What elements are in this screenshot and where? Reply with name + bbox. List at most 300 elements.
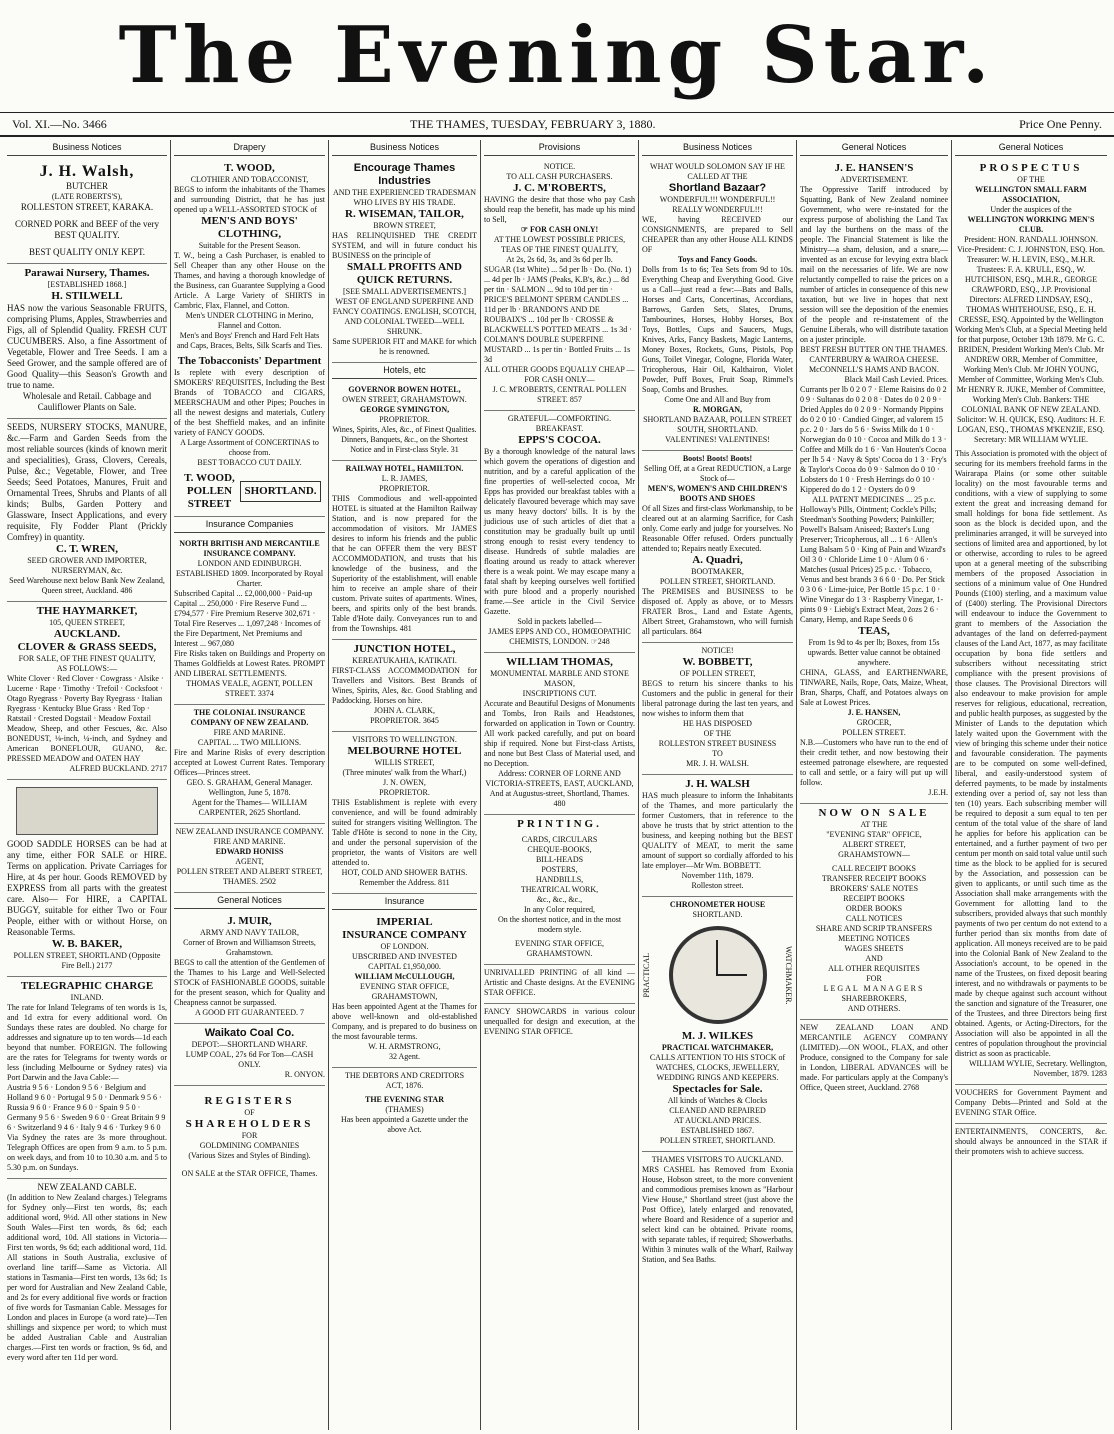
ad-body: Wines, Spirits, Ales, &c., of Finest Qualities. xyxy=(332,425,477,434)
ad-city: SHORTLAND. xyxy=(240,481,320,502)
ad-subtitle: CLOTHIER AND TOBACCONIST, xyxy=(190,175,309,184)
ad-title: NOTICE. xyxy=(543,162,576,171)
ad-item: SHARE AND SCRIP TRANSFERS xyxy=(815,924,933,933)
ad-body: WE, having RECEIVED our CONSIGNMENTS, are prepared to Sell CHEAPER than any other House ALL KINDS OF xyxy=(642,215,793,254)
ad-text: CARDS, CIRCULARS xyxy=(521,835,598,844)
ad-heading: CLOVER & GRASS SEEDS, xyxy=(17,641,157,653)
ad-text: PRACTICAL xyxy=(642,952,651,998)
ad-address: POLLEN STREET AND ALBERT STREET, THAMES. 2502 xyxy=(176,867,323,886)
ad-subtitle: PRACTICAL WATCHMAKER, xyxy=(661,1043,774,1052)
ad-address: POLLEN STREET, SHORTLAND. xyxy=(659,1136,776,1145)
ad-signature: W. H. ARMSTRONG, xyxy=(368,1042,441,1051)
ad-body: The Oppressive Tariff introduced by Squatting, Bank of New Zealand nominee Government, who were re-instated for the express purpose of abolishing the Land Tax and lay the burthens on the mass of the people. The Financial Statement is like the Ministry—a sham, delusion, and a snare,—invented as an excuse for levying extra black mail on the necessaries of life. We are now reluctantly compelled to raise the prices on a number of articles in consequence of this new taxation, but we live in hopes that next session will see the deposition of the enemies of the people and re-instatement of the Genuine Liberals, who will distribute taxation on a juster principle. xyxy=(800,185,948,344)
ad-text: ESTABLISHED 1867. xyxy=(680,1126,755,1135)
ad-text: ON SALE at the STAR OFFICE, Thames. xyxy=(181,1169,318,1178)
ad-name: C. T. WREN, xyxy=(55,543,119,555)
column-2 xyxy=(171,140,329,1430)
ad-text: "EVENING STAR" OFFICE, xyxy=(826,830,922,839)
ad-text: MR. J. H. WALSH. xyxy=(686,759,749,768)
ad-bobbett xyxy=(642,643,793,775)
ad-body: This Association is promoted with the object of securing for its members freehold farms in the Wairarapa Plains (or some other suitable locality) on the most favourable terms and conditions, with a view of supplying to some extent the great and increasing demand for small holdings for bona fide settlement. As soon as the block is decided upon, and the preliminaries arranged, it will be surveyed into sections of limited area and apportioned, by lot or otherwise, according to rules to be agreed upon at a general meeting of the subscribing members of the proposed Association in sections of a minimum value of One Hundred Pounds (£100) sterling, and a maximum value of (£400) sterling. The Provisional Directors will endeavour to induce the Government to grant to members of the Association the advantages of the land on deferred-payment clauses of the Land Act, 1877, as may facilitate occupation by bona fide settlers and subscribers without necessitating strict compliance with the present provisions of those clauses. The Provisional Directors will also endeavour to make provision for ample reserves for religious, educational, recreation, and public health purposes, as suggested by the Minister of Lands to the deputation which lately waited upon the Government with the view of bringing this scheme under their notice and favourable consideration. The payments are to be computed on some well-defined, liberal, and easily-understood system of deferred payments, to be made by instalments extending over a period of, say not less than ten (10) years. Each subscribing member will be required to deposit a sum equal to ten per centum of the total value of the share of land he applies for before his application can be entertained, and a further payment of two per centum per month on said total value until such time as the block to be applied for is secured by the Association, and possession can be given to applicants, or until such time as the Association shall make arrangements with the Government for allotting land to the subscribers, provided always that such monthly payments of two per centum do not extend to a further period than six months from date of application. All moneys received are to be paid into the Colonial Bank of New Zealand to the Association's account, to be opened in the name of the Trustees, on fixed deposit bearing interest, and no withdrawals or payments to be made by cheque against such account without the sanction and signature of the Treasurer, one of the Trustees, and three Directors being first obtained. Agents, or Acting-Directors, for the Association will also be appointed in all the centres of population throughout the provincial district as soon as practicable. xyxy=(955,449,1107,1058)
ad-quadri xyxy=(642,451,793,643)
ad-title: NEW ZEALAND CABLE. xyxy=(37,1182,137,1192)
ad-item: TRANSFER RECEIPT BOOKS xyxy=(821,874,927,883)
ad-text: HANDBILLS, xyxy=(535,875,584,884)
ad-name: J. MUIR, xyxy=(227,915,272,927)
ad-subtitle: WHO LIVES BY HIS TRADE. xyxy=(353,198,456,207)
ad-body: UNRIVALLED PRINTING of all kind —Artistic and Chaste designs. At the EVENING STAR OFFICE. xyxy=(484,968,635,997)
ad-subtitle: AND THE EXPERIENCED TRADESMAN xyxy=(332,188,477,197)
ad-body: Fire and Marine Risks of every description accepted at Lowest Current Rates. Temporary Offices—Princes street. xyxy=(174,748,325,777)
ad-text: BEST FRESH BUTTER ON THE THAMES. CANTERBURY & WAIROA CHEESE. McCONNELL'S HAMS AND BACON. xyxy=(800,345,948,374)
ad-hansen xyxy=(800,159,948,804)
ad-text: TEAS OF THE FINEST QUALITY, xyxy=(500,245,619,254)
ad-name: GEORGE SYMINGTON, xyxy=(359,405,450,414)
rate-table: Austria 9 5 6 · London 9 5 6 · Belgium and Holland 9 6 0 · Portugal 9 5 0 · Denmark 9 5 6 · Russia 9 6 0 · France 9 6 0 · Spain 9 5 0 · Germany 9 5 6 · Sweden 9 6 0 · Great Britain 9 9 6 · Switzerland 9 4 6 · Italy 9 4 6 · Turkey 9 6 0 xyxy=(7,1083,166,1132)
ad-stilwell xyxy=(7,264,167,419)
ad-wren xyxy=(7,419,167,602)
ad-subtitle: MONUMENTAL MARBLE AND STONE MASON, xyxy=(490,669,629,688)
ad-heading: Spectacles for Sale. xyxy=(672,1083,763,1095)
ad-signature: J.E.H. xyxy=(928,788,948,797)
ad-subtitle: GRATEFUL—COMFORTING. xyxy=(507,414,612,423)
ad-subtitle: SHORTLAND. xyxy=(692,910,743,919)
ad-text: PROPRIETOR. xyxy=(379,788,430,797)
ad-subtitle: FIRE AND MARINE. xyxy=(213,837,286,846)
ad-nz-loan xyxy=(800,1020,948,1098)
ad-address: Address: CORNER OF LORNE AND VICTORIA-STREETS, EAST, AUCKLAND, And at Augustus-street, Shortland, Thames. 480 xyxy=(485,769,634,808)
ad-address: POLLEN STREET, SHORTLAND. xyxy=(659,577,776,586)
ad-text: Sold in packets labelled— xyxy=(517,617,602,626)
ad-vouchers xyxy=(955,1085,1107,1124)
ad-item: CALL NOTICES xyxy=(845,914,903,923)
ad-body: Selling Off, at a Great REDUCTION, a Large Stock of— xyxy=(644,464,791,483)
ad-text: AS FOLLOWS:— xyxy=(56,664,118,673)
ad-wilkes xyxy=(642,897,793,1152)
ad-prospectus xyxy=(955,159,1107,1085)
ad-trade: BUTCHER xyxy=(65,181,108,191)
section-heading: General Notices xyxy=(955,140,1107,156)
ad-text: Men's UNDER CLOTHING in Merino, Flannel and Cotton. xyxy=(185,311,314,330)
ad-body: LUMP COAL, 27s 6d For Ton—CASH ONLY. xyxy=(185,1050,314,1069)
ad-text: Men's and Boys' French and Hard Felt Hats and Caps, Braces, Belts, Silk Scarfs and Ties. xyxy=(176,331,323,350)
ad-text: MEN'S, WOMEN'S AND CHILDREN'S BOOTS AND SHOES xyxy=(647,484,788,503)
ad-imperial-insurance xyxy=(332,913,477,1068)
ad-waikato-coal xyxy=(174,1024,325,1086)
ad-address: Corner of Brown and Williamson Streets, Grahamstown. xyxy=(183,938,316,957)
ad-address: Seed Warehouse next below Bank New Zealand, Queen street, Auckland. 486 xyxy=(9,576,165,595)
ad-wood xyxy=(174,159,325,517)
ad-colonial-insurance xyxy=(174,705,325,824)
ad-text: Via Sydney the rates are 3s more throughout. Telegraph Offices are open from 9 a.m. to 5 p.m. on week days, and from 10 to 10.30 a.m. and 5 to 5.30 p.m. on Sundays. xyxy=(7,1133,167,1172)
ad-melbourne-hotel xyxy=(332,732,477,894)
ad-item: SHAREBROKERS, xyxy=(841,994,907,1003)
ad-text: PROPRIETOR. xyxy=(379,415,430,424)
ad-title: THE HAYMARKET, xyxy=(36,605,138,617)
ad-text: POSTERS, xyxy=(541,865,578,874)
ad-address: POLLEN STREET. xyxy=(842,728,906,737)
ad-text: OF THE xyxy=(703,729,732,738)
carriage-illustration xyxy=(16,787,158,835)
ad-subtitle: WHAT WOULD SOLOMON SAY IF HE CALLED AT THE xyxy=(650,162,785,181)
ad-body: The rate for Inland Telegrams of ten words is 1s, and 1d extra for every additional word. On Sundays these rates are doubled. No charge for addresses and signature up to ten words—1d each beyond that number. FOREIGN. The following are the rates for Telegrams for twenty words or less (including Melbourne or Sydney rates) via Port Darwin and the Java Cable:— xyxy=(7,1003,167,1082)
ad-text: 32 Agent. xyxy=(388,1052,421,1061)
ad-body: SEEDS, NURSERY STOCKS, MANURE, &c.—Farm and Garden Seeds from the most reliable sources (kinds of known merit and specialities), Grass, Clovers, Cereals, Pulse, &c.; Vegetable, Flower, and Tree Seeds; Seed Potatoes, Manures, Fruit and Ornamental Trees, Shrubs and Plants of all kinds; Bulbs, Garden Pottery and Glassware, Insect Applications, and every requisite, Fly Fodder Plant (Prickly Comfrey) in quantity. xyxy=(7,422,167,542)
ad-title: CHRONOMETER HOUSE xyxy=(669,900,766,909)
column-3 xyxy=(329,140,481,1430)
ad-body: Meadow, Sheep, and other Fescues, &c. Also BONEDUST, ⅛-inch, ¼-inch, and Sydney and American BONEFLOUR, GUANO, &c. PRESSED MEADOW and OATEN HAY xyxy=(7,724,167,763)
ad-text: WATCHMAKER. xyxy=(784,945,793,1005)
ad-title: JUNCTION HOTEL, xyxy=(353,643,456,655)
ad-text: (Three minutes' walk from the Wharf,) xyxy=(342,768,467,777)
ad-entertainments xyxy=(955,1124,1107,1162)
ad-text: Come One and All and Buy from xyxy=(664,395,771,404)
ad-registers xyxy=(174,1086,325,1184)
ad-baker xyxy=(7,780,167,977)
ad-name: J. H. WALSH xyxy=(685,778,750,790)
ad-address: WILLIS STREET, xyxy=(374,758,435,767)
ad-item: LEGAL MANAGERS xyxy=(823,984,925,993)
ad-shortland-bazaar xyxy=(642,159,793,451)
ad-text: Suitable for the Present Season. xyxy=(198,241,301,250)
ad-heading: MEN'S AND BOYS' CLOTHING, xyxy=(201,215,298,240)
ad-text: VALENTINES! VALENTINES! xyxy=(665,435,770,444)
ad-note: (LATE ROBERTS'S), xyxy=(51,192,123,201)
ad-title: NEW ZEALAND INSURANCE COMPANY. xyxy=(175,827,324,836)
ad-signature: JAMES EPPS AND CO., HOMŒOPATHIC CHEMISTS, LONDON. ☞248 xyxy=(488,627,631,646)
ad-name: W. B. BAKER, xyxy=(51,938,123,950)
ad-title: THE COLONIAL INSURANCE COMPANY OF NEW ZEALAND. xyxy=(190,708,309,727)
ad-body: FANCY SHOWCARDS in various colour unequalled for design and execution, at the EVENING STAR OFFICE. xyxy=(484,1007,635,1036)
ad-subtitle: VISITORS TO WELLINGTON. xyxy=(352,735,457,744)
ad-address: GRAHAMSTOWN, xyxy=(371,992,438,1001)
dateline xyxy=(0,112,1114,137)
ad-now-on-sale xyxy=(800,804,948,1020)
ad-title: REGISTERS xyxy=(204,1095,295,1107)
ad-address: 105, QUEEN STREET, xyxy=(49,618,125,627)
ad-text: GOLDMINING COMPANIES xyxy=(199,1141,300,1150)
ad-title: NOTICE! xyxy=(701,646,734,655)
ad-title: GOVERNOR BOWEN HOTEL, xyxy=(348,385,461,394)
ad-address: KEREATUKAHIA, KATIKATI. xyxy=(352,656,457,665)
ad-body: The PREMISES and BUSINESS to be disposed of. Apply as above, or to Messrs FRATER Bros., Land and Estate Agents, Albert Street, Grahamstown, who will furnish all particulars. 864 xyxy=(642,587,793,636)
ad-wiseman xyxy=(332,159,477,363)
ad-text: BEST QUALITY ONLY KEPT. xyxy=(28,247,146,257)
price-table: Currants per lb 0 2 0 7 · Eleme Raisins do 0 2 0 9 · Sultanas do 0 2 0 8 · Dates do 0 2 0 9 · Dried Apples do 0 2 0 9 · Normandy Pippins do 0 2 0 10 · Candied Ginger, ad valorem 15 p.c. 2 0 · Jars do 5 6 · Swiss Milk do 1 0 · Norwegian do 0 10 · Cocoa and Milk do 1 3 · Coffee and Milk do 1 6 · Van Houten's Cocoa per lb 5 4 · Navy & Spts' Cocoa do 1 3 · Fry's & Taylor's Cocoa do 0 9 · Salmon do 0 10 · Lobsters do 1 0 · Fresh Herrings do 0 10 · Kippered do do 1 2 · Oysters do 0 9 xyxy=(800,385,947,494)
ad-subtitle: BREAKFAST. xyxy=(535,424,584,433)
ad-address: ROLLESTON STREET, KARAKA. xyxy=(20,202,154,212)
ad-body: BEGS to inform the inhabitants of the Thames and surrounding District, that he has just opened up a WELL-ASSORTED STOCK of xyxy=(174,185,325,214)
ad-name: J. E. HANSEN, xyxy=(847,708,901,717)
ad-body: CHINA, GLASS, and EARTHENWARE, TINWARE, Nails, Rope, Oats, Maize, Wheat, Bran, Sharps, Chaff, and Potatoes always on Sale at Lowest Prices. xyxy=(800,668,948,707)
ad-text: HE HAS DISPOSED xyxy=(683,719,752,728)
ad-nz-insurance xyxy=(174,824,325,893)
ad-item: ORDER BOOKS xyxy=(845,904,903,913)
ad-body: Dolls from 1s to 6s; Tea Sets from 9d to 10s. Everything Cheap and Everything Good. Give us a Call—just read a few:—Bats and Balls, Horses and Carts, Concertinas, Accordians, Barrows, Garden Sets, Slates, Drums, Tambourines, Horses, Hobby Horses, Box Toys, Bottles, Cups and Saucers, Mugs, Knives, Arks, Fancy Baskets, Magic Lanterns, Money Boxes, Rockets, Guns, Pistols, Pop Guns, Toilet Vinegar, Cologne, Florida Water, Tricopherous, Hair Oil, Kalthairon, Violet Powder, Puff Boxes, Fruit Soap, Rimmel's Soap, Combs and Brushes. xyxy=(642,265,793,394)
ad-body: NEW ZEALAND LOAN AND MERCANTILE AGENCY COMPANY (LIMITED).—ON WOOL, FLAX, and other Produce, consigned to the Company for sale in London, LIBERAL ADVANCES will be made. For particulars apply at the Company's Office, Queen street, Auckland. 2768 xyxy=(800,1023,948,1092)
ad-governor-bowen xyxy=(332,382,477,461)
ad-text: THEATRICAL WORK, xyxy=(520,885,599,894)
ad-title: EPPS'S COCOA. xyxy=(518,434,601,446)
ad-text: FOR xyxy=(866,974,882,983)
ad-body: CALLS ATTENTION TO HIS STOCK of WATCHES, CLOCKS, JEWELLERY, WEDDING RINGS AND KEEPERS. xyxy=(649,1053,786,1082)
ad-body: T. W., being a Cash Purchaser, is enabled to Sell Cheaper than any other House on the Thames, and having a thorough knowledge of the Business, can Guarantee Supplying a Good Article. A Large Variety of SHIRTS in Cambric, Flax, Flannel, and Cotton. xyxy=(174,251,325,310)
ad-body: From 1s 9d to 4s per lb; Boxes, from 15s upwards. Better value cannot be obtained anywhere. xyxy=(807,638,941,667)
ad-text: In any Color required, xyxy=(523,905,596,914)
ad-text: Dinners, Banquets, &c., on the Shortest Notice and in First-class Style. 31 xyxy=(341,435,468,454)
ad-text: A GOOD FIT GUARANTEED. 7 xyxy=(195,1008,304,1017)
ad-text: &c., &c., &c., xyxy=(536,895,583,904)
ad-text: CORNED PORK and BEEF of the very BEST QUALITY. xyxy=(15,219,159,240)
ad-title: THE DEBTORS AND CREDITORS xyxy=(344,1071,465,1080)
price-list: SUGAR (1st White) ... 5d per lb · Do. (No. 1) ... 4d per lb · JAMS (Peaks, K.B's, &c.) ... 8d per tin · SALMON ... 9d to 10d per tin · PRICE'S BELMONT SPERM CANDLES ... 11d per lb · BRANDON'S AND DE ROUBAIX'S ... 10d per lb · CROSSE & BLACKWELL'S POTTED MEATS ... 1s 3d · COLMAN'S DOUBLE SUPERFINE MUSTARD ... 1s per tin · Bottled Fruits ... 1s 3d xyxy=(484,265,632,364)
ad-text: CAPITAL ... TWO MILLIONS. xyxy=(197,738,302,747)
ad-body: Accurate and Beautiful Designs of Monuments and Tombs, Iron Rails and Headstones, forwarded on application in Town or Country. All work packed carefully, and put on board ship if required. None but First-class Artists, and none but Best Class of Material used, and no Deception. xyxy=(484,699,635,768)
newspaper-title: The Evening Star. xyxy=(118,10,996,101)
ad-name: EDWARD HONISS xyxy=(215,847,284,856)
ad-text: GROCER, xyxy=(856,718,892,727)
ad-title: RAILWAY HOTEL, HAMILTON. xyxy=(345,464,464,473)
ad-william-thomas xyxy=(484,653,635,815)
capital-figures: Subscribed Capital ... £2,000,000 · Paid-up Capital ... 250,000 · Fire Reserve Fund ... £794,577 · Fire Premium Reserve 302,671 · Total Fire Reserves ... 1,097,248 · Incomes of the Fire Department, Net Premiums and Interest ... 967,080 xyxy=(174,589,321,648)
ad-title: Parawai Nursery, Thames. xyxy=(24,267,150,279)
ad-subtitle: ACT, 1876. xyxy=(385,1081,424,1090)
ad-item: RECEIPT BOOKS xyxy=(843,894,905,903)
ad-item: WAGES SHEETS xyxy=(844,944,904,953)
ad-text: WEST OF ENGLAND SUPERFINE AND FANCY COATINGS. ENGLISH, SCOTCH, AND COLONIAL TWEED—WELL SHRUNK. xyxy=(332,297,477,336)
ad-text: OF xyxy=(244,1108,255,1117)
ad-subtitle: ADVERTISEMENT. xyxy=(839,175,909,184)
ad-title: PROSPECTUS xyxy=(979,162,1083,174)
ad-item: CALL RECEIPT BOOKS xyxy=(831,864,916,873)
ad-body: N.B.—Customers who have run to the end of their credit tether, and now bestowing their esteemed patronage elsewhere, are requested to call and settle, or a fairy will put up will follow. xyxy=(800,738,948,787)
ad-title: IMPERIAL xyxy=(376,916,433,928)
ad-title: PRINTING. xyxy=(517,818,602,830)
ad-name: T. WOOD, xyxy=(224,162,275,174)
ad-body: Of all Sizes and first-class Workmanship, to be cleared out at an alarming Sacrifice, for Cash only. Come early and judge for yourselves. No Reasonable Offer refused. Orders punctually attended to; Repairs neatly Executed. xyxy=(642,504,793,553)
ad-heading: The Tobacconists' Department xyxy=(177,355,322,367)
ad-text: PROPRIETOR. xyxy=(379,484,430,493)
section-heading: Insurance xyxy=(332,894,477,910)
ad-text: AT THE xyxy=(860,820,888,829)
ad-address: POLLEN STREET, SHORTLAND (Opposite Fire Bell.) 2177 xyxy=(13,951,161,970)
ad-name: R. MORGAN, xyxy=(692,405,743,414)
ad-text: Under the auspices of the xyxy=(990,205,1072,214)
ad-text: All kinds of Watches & Clocks xyxy=(667,1096,768,1105)
ad-address: OF POLLEN STREET, xyxy=(679,669,756,678)
ad-text: ALL OTHER GOODS EQUALLY CHEAP —FOR CASH ONLY— xyxy=(484,365,635,384)
ad-body: FIRST-CLASS ACCOMMODATION for Travellers and Visitors. Best Brands of Wines, Spirits, Ales, &c. Good Stabling and Paddocking. Horses on hire. xyxy=(332,666,477,705)
ad-address: GRAHAMSTOWN— xyxy=(838,850,910,859)
ad-signature: WILLIAM WYLIE, Secretary. Wellington, November, 1879. 1283 xyxy=(968,1059,1107,1078)
ad-text: AND xyxy=(865,954,883,963)
ad-body: Fire Risks taken on Buildings and Property on Thames Goldfields at Lowest Rates. PROMPT AND LIBERAL SETTLEMENTS. xyxy=(174,649,325,678)
volume-number: Vol. XI.—No. 3466 xyxy=(12,117,107,131)
ad-north-british xyxy=(174,536,325,705)
section-heading: Business Notices xyxy=(332,140,477,156)
ad-title: Encourage Thames Industries xyxy=(353,162,456,187)
ad-text: ROLLESTON STREET BUSINESS xyxy=(658,739,777,748)
ad-body: ENTERTAINMENTS, CONCERTS, &c. should always be announced in the STAR if their promoters wish to achieve success. xyxy=(955,1127,1107,1156)
ad-text: Wholesale and Retail. Cabbage and Cauliflower Plants on Sale. xyxy=(22,391,152,412)
ad-printing xyxy=(484,815,635,965)
ad-name: L. R. JAMES, xyxy=(381,474,428,483)
ad-name: J. H. Walsh, xyxy=(39,163,135,180)
ad-cable xyxy=(7,1179,167,1368)
ad-text: PROPRIETOR. 3645 xyxy=(370,716,439,725)
ad-text: INSCRIPTIONS CUT. xyxy=(522,689,597,698)
ad-text: (Various Sizes and Styles of Binding). xyxy=(188,1151,311,1160)
ad-text: AT THE LOWEST POSSIBLE PRICES, xyxy=(493,235,626,244)
ad-body: HAS much pleasure to inform the Inhabitants of the Thames, and more particularly the former Customers, that in reference to the above he trusts that by strict attention to the business, and keeping nothing but the BEST QUALITY of MEAT, to merit the same amount of support so cordially afforded to his late employer—Mr Wm. BOBBETT. xyxy=(642,791,793,870)
ad-title: TELEGRAPHIC CHARGE xyxy=(20,980,154,992)
ad-subtitle: TO ALL CASH PURCHASERS. xyxy=(506,172,613,181)
ad-name: WELLINGTON SMALL FARM ASSOCIATION, xyxy=(975,185,1087,204)
ad-name: M. J. WILKES xyxy=(681,1030,754,1042)
ad-title: WILLIAM THOMAS, xyxy=(506,656,613,668)
ad-address: SHORTLAND BAZAAR, POLLEN STREET SOUTH, SHORTLAND. xyxy=(643,415,792,434)
ad-body: Is replete with every description of SMOKERS' REQUISITES, Including the Best Brands of TOBACCO and CIGARS, MEERSCHAUM and other Pipes; Pouches in all the newest designs and materials, Cutlery of the best Sheffield makes, and an infinite variety of FANCY GOODS. xyxy=(174,368,325,437)
ad-title: Waikato Coal Co. xyxy=(204,1027,295,1039)
ad-title: MELBOURNE HOTEL xyxy=(347,745,462,757)
ad-text: TO xyxy=(712,749,723,758)
ad-body: (In addition to New Zealand charges.) Telegrams for Sydney only—First ten words, 8s; each additional word, 9½d. All other stations in New South Wales—First ten words, 8s 6d; each additional word, 10d. All stations in Victoria—First ten words, 9s 6d; each additional word, 11d. All stations in South Australia, exclusive of overland line tariff—Same as Victoria. All stations in Tasmania—First ten words, 13s 6d; 1s per word for Australian and New Zealand Cable, and 2s for every additional five words or fraction of five words for Tasmanian Cable. Messages for London and places in Europe (a word rate)—Ten shillings and sixpence per word; to which must be added Australian Cable and Australian charges.—First ten words or fraction, 9s 6d, and every word after ten 11d per word. xyxy=(7,1193,167,1362)
ad-note: [SEE SMALL ADVERTISEMENTS.] xyxy=(343,287,466,296)
ad-debtors-act xyxy=(332,1068,477,1140)
ad-junction-hotel xyxy=(332,640,477,732)
ad-heading: SMALL PROFITS AND QUICK RETURNS. xyxy=(347,261,462,286)
ad-name: J. E. HANSEN'S xyxy=(834,162,914,174)
section-heading: Insurance Companies xyxy=(174,517,325,533)
ad-address: OWEN STREET, GRAHAMSTOWN. xyxy=(342,395,467,404)
ad-address: EVENING STAR OFFICE, xyxy=(360,982,449,991)
column-5 xyxy=(639,140,797,1430)
ad-text: AGENT, xyxy=(235,857,264,866)
masthead xyxy=(0,0,1114,112)
issue-date: THE THAMES, TUESDAY, FEBRUARY 3, 1880. xyxy=(410,117,656,131)
ad-text: CHEQUE-BOOKS, xyxy=(527,845,592,854)
ad-text: modern style. xyxy=(537,925,582,934)
ad-text: WONDERFUL!!! WONDERFUL!! xyxy=(659,195,776,204)
ad-name: J. C. M'ROBERTS, xyxy=(513,182,606,194)
ad-text: FOR SALE, OF THE FINEST QUALITY, xyxy=(18,654,156,663)
ad-signature: ALFRED BUCKLAND. 2717 xyxy=(69,764,167,773)
ad-name: JOHN A. CLARK, xyxy=(374,706,435,715)
ad-subtitle: FIRE AND MARINE. xyxy=(213,728,286,737)
ad-unrivalled-printing xyxy=(484,965,635,1004)
ad-text: Agent for the Thames— WILLIAM CARPENTER, 2625 Shortland. xyxy=(191,798,308,817)
ad-telegraph xyxy=(7,977,167,1179)
ad-haymarket xyxy=(7,602,167,780)
ad-name: R. WISEMAN, TAILOR, xyxy=(345,208,464,220)
column-4 xyxy=(481,140,639,1430)
ad-name: W. BOBBETT, xyxy=(682,656,753,668)
ad-text: UBSCRIBED AND INVESTED xyxy=(352,952,457,961)
ad-note: ESTABLISHED 1809. Incorporated by Royal Charter. xyxy=(175,569,324,588)
column-7 xyxy=(952,140,1110,1430)
ad-text: A Large Assortment of CONCERTINAS to choose from. xyxy=(180,438,319,457)
ad-signature: GEO. S. GRAHAM, General Manager. Wellington, June 5, 1878. xyxy=(186,778,313,797)
ad-epps-cocoa xyxy=(484,411,635,653)
ad-showcards xyxy=(484,1004,635,1042)
ad-name: WILLIAM McCULLOUGH, xyxy=(354,972,455,981)
ad-text: FOR xyxy=(241,1131,258,1140)
ad-address: GRAHAMSTOWN. xyxy=(526,949,593,958)
ad-title: THAMES VISITORS TO AUCKLAND. xyxy=(651,1155,784,1164)
ad-address: ALBERT STREET, xyxy=(842,840,906,849)
clock-illustration xyxy=(669,926,767,1024)
ad-text: AND OTHERS. xyxy=(847,1004,901,1013)
section-heading: Hotels, etc xyxy=(332,363,477,379)
ad-text: On the shortest notice, and in the most xyxy=(497,915,622,924)
columns xyxy=(4,140,1110,1430)
ad-title: NOW ON SALE xyxy=(818,807,930,819)
ad-mroberts xyxy=(484,159,635,411)
ad-list: White Clover · Red Clover · Cowgrass · Alsike · Lucerne · Rape · Timothy · Trefoil · Cocksfoot · Otago Ryegrass · Poverty Bay Ryegrass · Italian Ryegrass · Kentucky Blue Grass · Red Top · Ratstail · Crested Dogstail · Meadow Foxtail xyxy=(7,674,164,723)
ad-text: REALLY WONDERFUL!!! xyxy=(672,205,763,214)
ad-signature: J. C. M'ROBERTS, CENTRAL POLLEN STREET. 857 xyxy=(492,385,627,404)
ad-body: THIS Establishment is replete with every convenience, and will be found admirably suited for strangers visiting Wellington. The Table d'Hôte is second to none in the City, and under the personal supervision of the proprietor, the wants of Visitors are well attended to. xyxy=(332,798,477,867)
ad-title: NORTH BRITISH AND MERCANTILE INSURANCE COMPANY. xyxy=(179,539,320,558)
ad-city: LONDON AND EDINBURGH. xyxy=(197,559,302,568)
ad-body: BEGS to call the attention of the Gentlemen of the Thames to his Large and Well-Selected STOCK of FASHIONABLE GOODS, suitable for the present season, which for Quality and Cheapness cannot be surpassed. xyxy=(174,958,325,1007)
ad-date: November 11th, 1879. xyxy=(681,871,754,880)
ad-title: THE EVENING STAR xyxy=(365,1095,444,1104)
ad-text: BEST TOBACCO CUT DAILY. xyxy=(197,458,302,467)
ad-text: HOT, COLD AND SHOWER BATHS. Remember the Address. 811 xyxy=(341,868,468,887)
ad-subtitle: WELLINGTON WORKING MEN'S CLUB. xyxy=(967,215,1095,234)
ad-address: DEPOT:—SHORTLAND WHARF. xyxy=(191,1040,308,1049)
section-heading: Provisions xyxy=(484,140,635,156)
ad-address: EVENING STAR OFFICE, xyxy=(515,939,604,948)
ad-note: [ESTABLISHED 1868.] xyxy=(47,280,127,289)
column-6 xyxy=(797,140,952,1430)
ad-address: Rolleston street. xyxy=(691,881,744,890)
ad-body: HAS now the various Seasonable FRUITS, comprising Plums, Apples, Strawberries and Figs, all of Splendid Quality. FRESH CUT CUCUMBERS. Also, a fine Assortment of Vegetable, Flower and Tree Seeds. I am a Seed Grower, and the sample offered are of Good Quality—this Season's Growth and true to name. xyxy=(7,303,167,390)
ad-name: H. STILWELL xyxy=(51,290,123,302)
ad-text: OF THE xyxy=(1017,175,1045,184)
ad-address: BROWN STREET, xyxy=(373,221,436,230)
ad-body: BEGS to return his sincere thanks to his Customers and the public in general for their liberal patronage during the last ten years, and now wishes to inform them that xyxy=(642,679,793,718)
officers-list: President: HON. RANDALL JOHNSON. Vice-President: C. J. JOHNSTON, ESQ. Hon. Treasurer: W. H. LEVIN, ESQ., M.H.R. Trustees: F. A. KRULL, ESQ., W. HUTCHISON, ESQ., M.H.R., GEORGE CRAWFORD, ESQ., J.P. Provisional Directors: ALFRED LINDSAY, ESQ., THOMAS WHITEHOUSE, ESQ., E. H. CRESSE, ESQ. Appointed by the Wellington Working Men's Club, at a Special Meeting held for that purpose, October 13th 1879. Mr G. C. BRIDEN, President Working Men's Club. Mr ANDREW ORR, Member of Committee, Working Men's Club. Mr JOHN YOUNG, Member of Committee, Working Men's Club. Mr HENRY R. JUKE, Member of Committee, Working Men's Club. Bankers: THE COLONIAL BANK OF NEW ZEALAND. Solicitor: W. H. QUICK, ESQ. Auditors: H. F. LOGAN, ESQ., THOMAS M'KENZIE, ESQ. Secretary: MR WILLIAM WYLIE. xyxy=(955,235,1107,444)
ad-signature: R. ONYON. xyxy=(284,1070,325,1079)
ad-name: J. N. OWEN, xyxy=(383,778,426,787)
ad-text: At 2s, 2s 6d, 3s, and 3s 6d per lb. xyxy=(506,255,613,264)
section-heading: Business Notices xyxy=(642,140,793,156)
ad-body: VOUCHERS for Government Payment and Company Debts—Printed and Sold at the EVENING STAR Office. xyxy=(955,1088,1107,1117)
clock-illustration-row xyxy=(642,920,793,1030)
ad-name: A. Quadri, xyxy=(692,554,743,566)
price: Price One Penny. xyxy=(1019,117,1102,131)
ad-body: HAS RELINQUISHED THE CREDIT SYSTEM, and will in future conduct his BUSINESS on the principle of xyxy=(332,231,477,260)
price-table: Holloway's Pills, Ointment; Cockle's Pills; Steedman's Soothing Powders; Painkiller; Powell's Balsam Aniseed; Baxter's Lung Preserver; Tricopherous, all ... 1 6 · Allen's Lung Balsam 5 0 · King of Pain and Wizard's Oil 3 0 · Chloride Lime 1 0 · Alum 0 6 · Matches (usual Prices) 25 p.c. · Tobacco, Venus and best brands 3 6 6 0 · Do. Per Stick 0 3 0 6 · Lime-juice, Per Bottle 15 p.c. 1 0 · Wine Vinegar do 1 3 · Raspberry Vinegar, 1-pints 0 9 · Liebig's Extract Meat, 2ozs 2 6 · Canary, Hemp, and Rape Seeds 0 6 xyxy=(800,505,946,624)
ad-subtitle: ARMY AND NAVY TAILOR, xyxy=(200,928,299,937)
ad-jh-walsh xyxy=(642,775,793,897)
ad-visitors-auckland xyxy=(642,1152,793,1270)
ad-text: AT AUCKLAND PRICES. xyxy=(673,1116,762,1125)
ad-item: MEETING NOTICES xyxy=(838,934,910,943)
ad-title: INSURANCE COMPANY xyxy=(342,929,467,941)
ad-text: CAPITAL £1,950,000. xyxy=(368,962,441,971)
section-heading: General Notices xyxy=(174,893,325,909)
ad-heading: Toys and Fancy Goods. xyxy=(677,255,758,264)
ad-item: BROKERS' SALE NOTES xyxy=(829,884,919,893)
section-heading: General Notices xyxy=(800,140,948,156)
ad-title: SHAREHOLDERS xyxy=(185,1118,314,1130)
ad-muir xyxy=(174,912,325,1024)
ad-text: Same SUPERIOR FIT and MAKE for which he is renowned. xyxy=(332,337,477,356)
ad-text: CLEANED AND REPAIRED xyxy=(669,1106,766,1115)
